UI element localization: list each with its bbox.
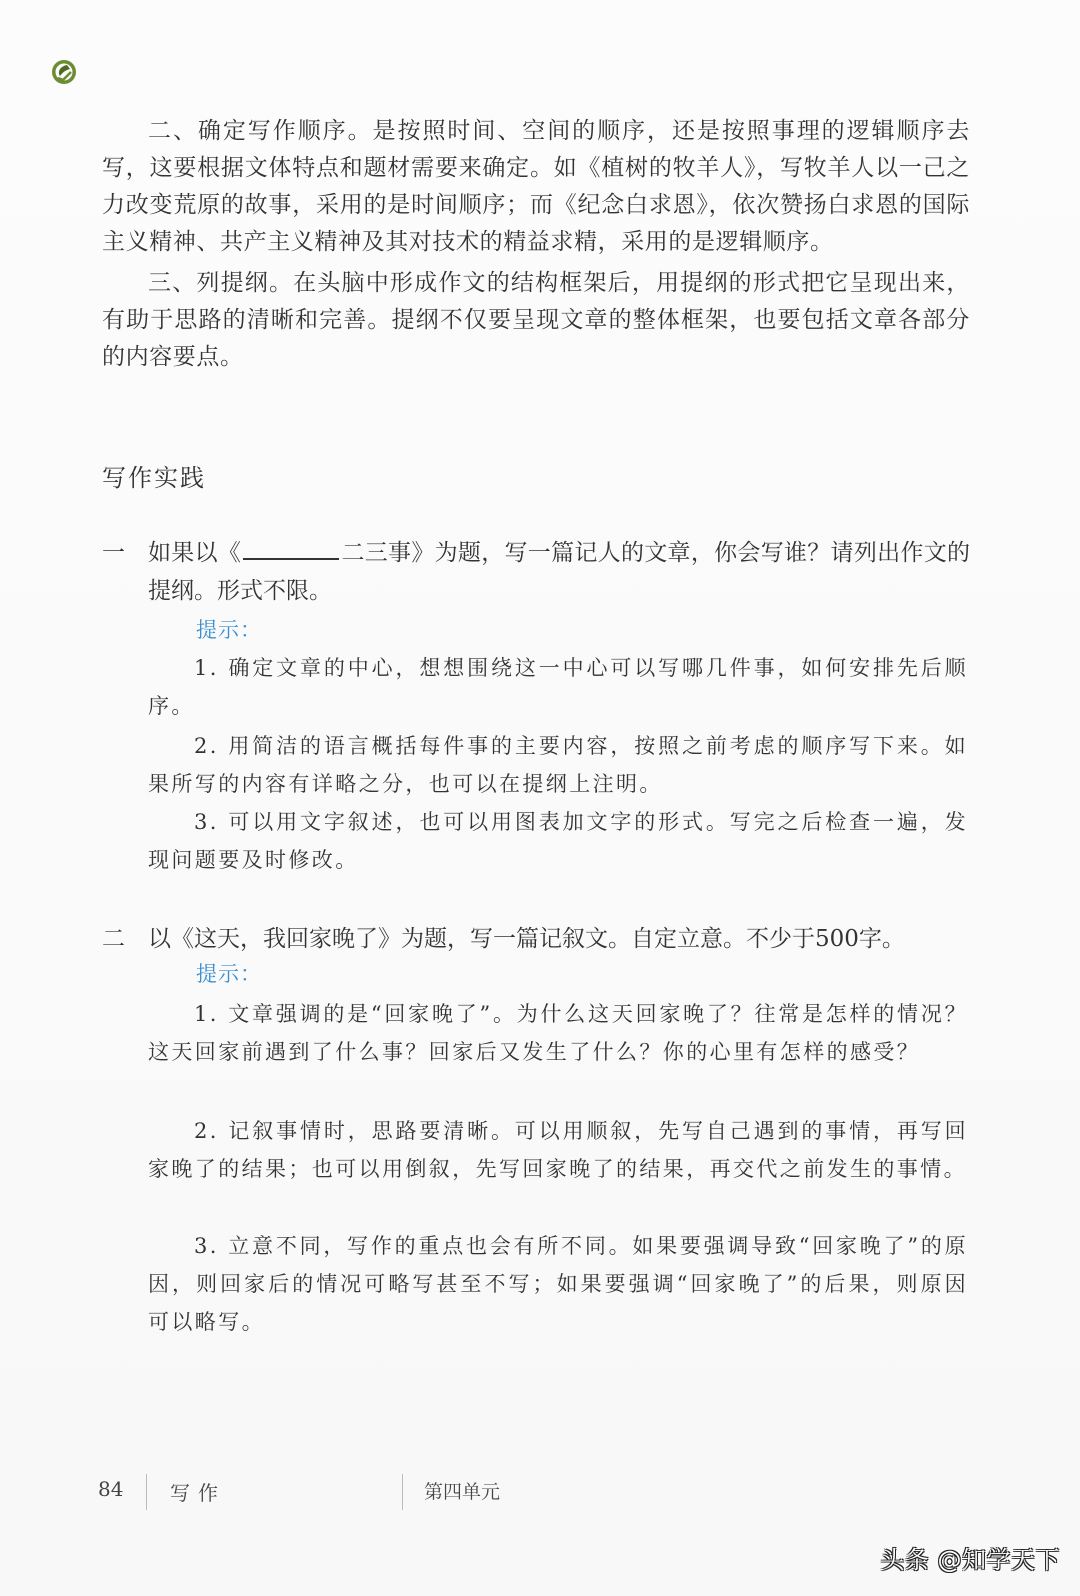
- watermark: 头条 @知学天下: [880, 1546, 1060, 1574]
- hint-item: 3. 立意不同，写作的重点也会有所不同。如果要强调导致“回家晚了”的原因，则回家后的情况可略写甚至不写；如果要强调“回家晚了”的后果，则原因可以略写。: [148, 1234, 968, 1334]
- task-2: [102, 920, 970, 958]
- hint-item: 3. 可以用文字叙述，也可以用图表加文字的形式。写完之后检查一遍，发现问题要及时修改。: [148, 810, 968, 872]
- task-1: [102, 534, 970, 610]
- hint-item: 2. 用简洁的语言概括每件事的主要内容，按照之前考虑的顺序写下来。如果所写的内容有详略之分，也可以在提纲上注明。: [148, 734, 968, 796]
- hint-label: 提示：: [196, 618, 262, 642]
- footer-section: 写作: [170, 1481, 226, 1505]
- task-prompt: 以《这天，我回家晚了》为题，写一篇记叙文。自定立意。不少于500字。: [148, 926, 905, 952]
- section-title-writing-practice: 写作实践: [102, 464, 206, 492]
- page-number: 84: [98, 1477, 124, 1501]
- task-number: 一: [102, 540, 125, 566]
- hint-item: 2. 记叙事情时，思路要清晰。可以用顺叙，先写自己遇到的事情，再写回家晚了的结果；也可以用倒叙，先写回家晚了的结果，再交代之前发生的事情。: [148, 1119, 968, 1181]
- hint-item: 1. 确定文章的中心，想想围绕这一中心可以写哪几件事，如何安排先后顺序。: [148, 656, 968, 718]
- prompt-text-after: 二三事》为题，写一篇记人的文章，你会写谁？请列出作文的提纲。形式不限。: [148, 540, 971, 604]
- paragraph-outline: 三、列提纲。在头脑中形成作文的结构框架后，用提纲的形式把它呈现出来，有助于思路的清晰和完善。提纲不仅要呈现文章的整体框架，也要包括文章各部分的内容要点。: [102, 270, 970, 370]
- footer-unit: 第四单元: [424, 1481, 501, 1503]
- task-prompt: [148, 534, 970, 610]
- leaf-check-logo-icon: [51, 59, 77, 85]
- hint-item: 1. 文章强调的是“回家晚了”。为什么这天回家晚了？往常是怎样的情况？这天回家前遇到了什么事？回家后又发生了什么？你的心里有怎样的感受？: [148, 1002, 968, 1064]
- task-number: 二: [102, 926, 125, 952]
- footer-divider: [146, 1474, 147, 1510]
- paragraph-writing-order: 二、确定写作顺序。是按照时间、空间的顺序，还是按照事理的逻辑顺序去写，这要根据文体特点和题材需要来确定。如《植树的牧羊人》，写牧羊人以一己之力改变荒原的故事，采用的是时间顺序；而《纪念白求恩》，依次赞扬白求恩的国际主义精神、共产主义精神及其对技术的精益求精，采用的是逻辑顺序。: [102, 118, 970, 255]
- fill-in-blank: [243, 536, 339, 560]
- prompt-text-before: 如果以《: [148, 540, 242, 566]
- page-footer: [0, 1474, 1080, 1514]
- hint-label: 提示：: [196, 962, 262, 986]
- footer-divider: [402, 1474, 403, 1510]
